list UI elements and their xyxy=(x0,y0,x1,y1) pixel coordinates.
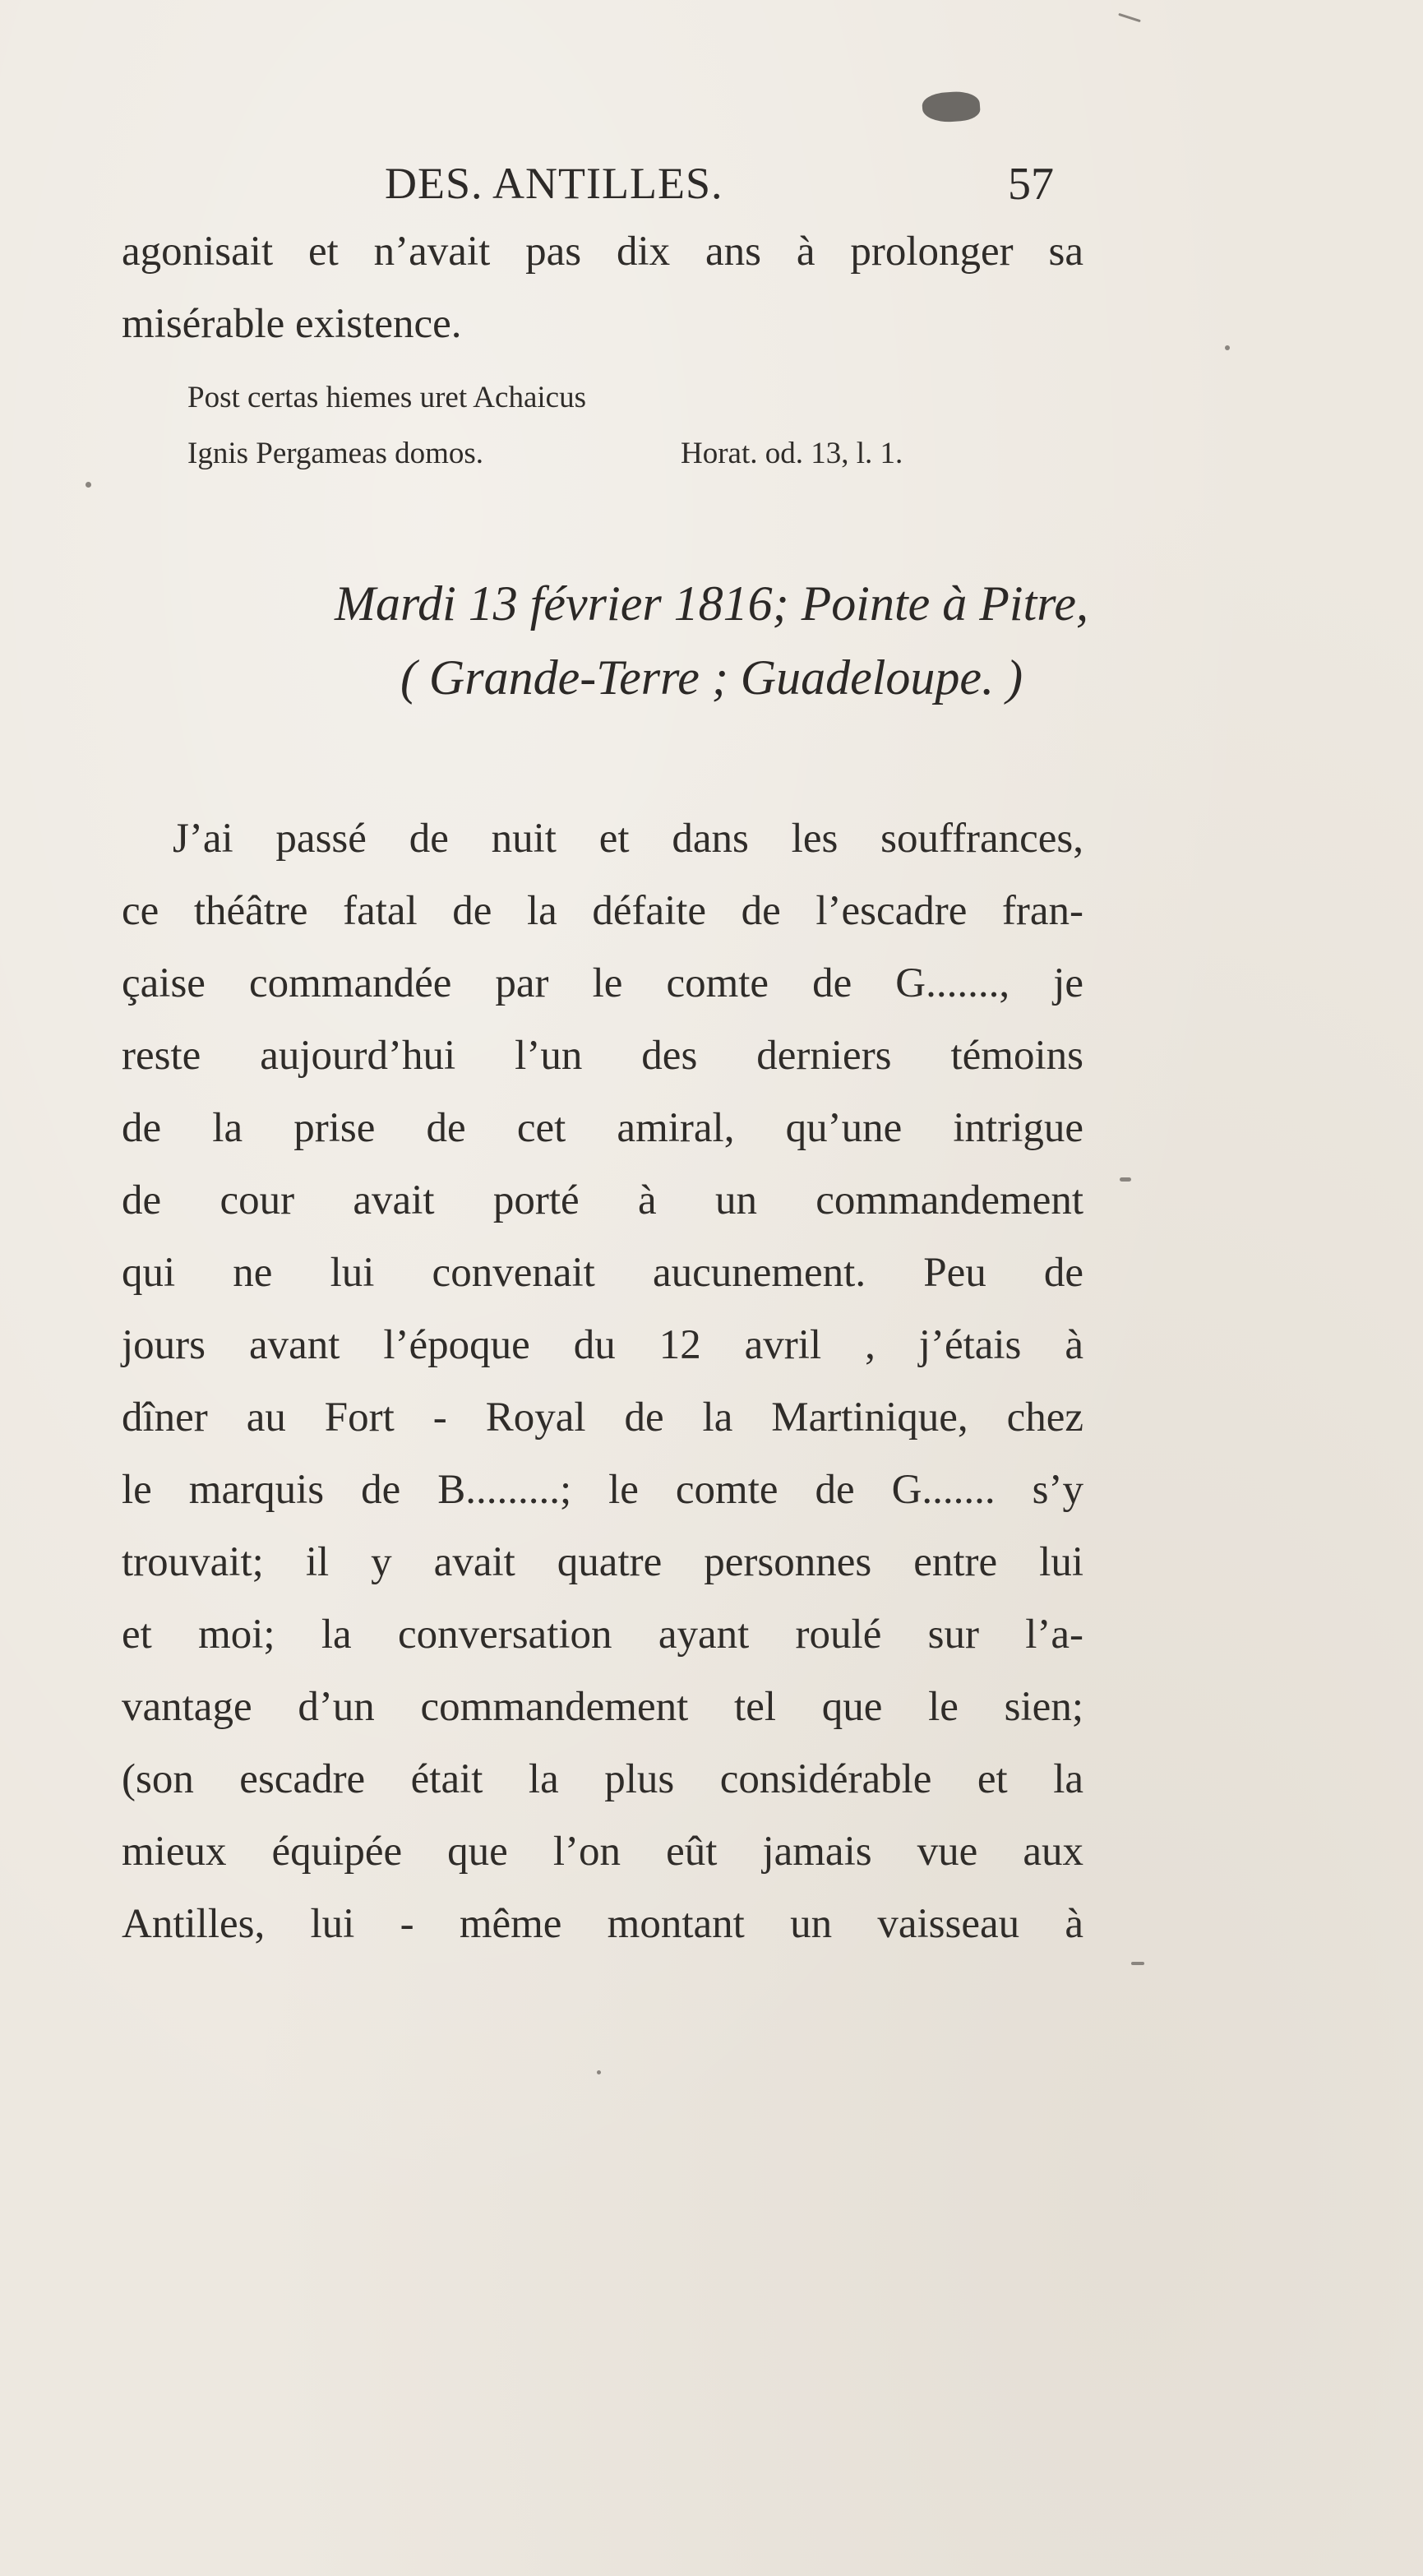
text-line: de la prise de cet amiral, qu’une intrigue xyxy=(122,1105,1083,1151)
text-line: J’ai passé de nuit et dans les souffrances, xyxy=(173,816,1083,862)
main-paragraph xyxy=(122,802,1083,1960)
paper-speck xyxy=(1120,1177,1131,1182)
section-heading-line-1: Mardi 13 février 1816; Pointe à Pitre, xyxy=(334,576,1089,631)
text-line: Antilles, lui - même montant un vaisseau à xyxy=(122,1901,1083,1947)
running-title: DES. ANTILLES. xyxy=(385,159,723,208)
paper-speck xyxy=(1225,345,1230,350)
page-number: 57 xyxy=(1008,159,1054,210)
text-line: reste aujourd’hui l’un des derniers témoins xyxy=(122,1033,1083,1079)
text-line: (son escadre était la plus considérable et la xyxy=(122,1756,1083,1802)
text-line: dîner au Fort - Royal de la Martinique, chez xyxy=(122,1394,1083,1441)
paper-speck xyxy=(1131,1962,1144,1965)
text-line: ce théâtre fatal de la défaite de l’escadre fran- xyxy=(122,888,1083,934)
section-heading-line-2: ( Grande-Terre ; Guadeloupe. ) xyxy=(400,650,1023,705)
text-line: jours avant l’époque du 12 avril , j’étais à xyxy=(122,1322,1083,1368)
text-line: le marquis de B.........; le comte de G....... s’y xyxy=(122,1467,1083,1513)
text-line: misérable existence. xyxy=(122,301,462,347)
text-line: et moi; la conversation ayant roulé sur l’a- xyxy=(122,1612,1083,1658)
text-line: çaise commandée par le comte de G......., je xyxy=(122,960,1083,1006)
paper-speck xyxy=(597,2070,601,2074)
quotation-source: Horat. od. 13, l. 1. xyxy=(681,437,903,470)
quotation-line-2: Ignis Pergameas domos. xyxy=(187,437,484,470)
text-line: mieux équipée que l’on eût jamais vue aux xyxy=(122,1829,1083,1875)
opening-text xyxy=(122,215,1083,360)
text-line: de cour avait porté à un commandement xyxy=(122,1177,1083,1223)
paper-speck xyxy=(85,482,91,488)
ink-blot xyxy=(922,90,981,124)
text-line: trouvait; il y avait quatre personnes entre lui xyxy=(122,1539,1083,1585)
text-line: qui ne lui convenait aucunement. Peu de xyxy=(122,1250,1083,1296)
quotation-line-1: Post certas hiemes uret Achaicus xyxy=(187,381,586,414)
text-line: agonisait et n’avait pas dix ans à prolonger sa xyxy=(122,229,1083,275)
text-line: vantage d’un commandement tel que le sien; xyxy=(122,1684,1083,1730)
paper-speck xyxy=(1118,13,1141,23)
